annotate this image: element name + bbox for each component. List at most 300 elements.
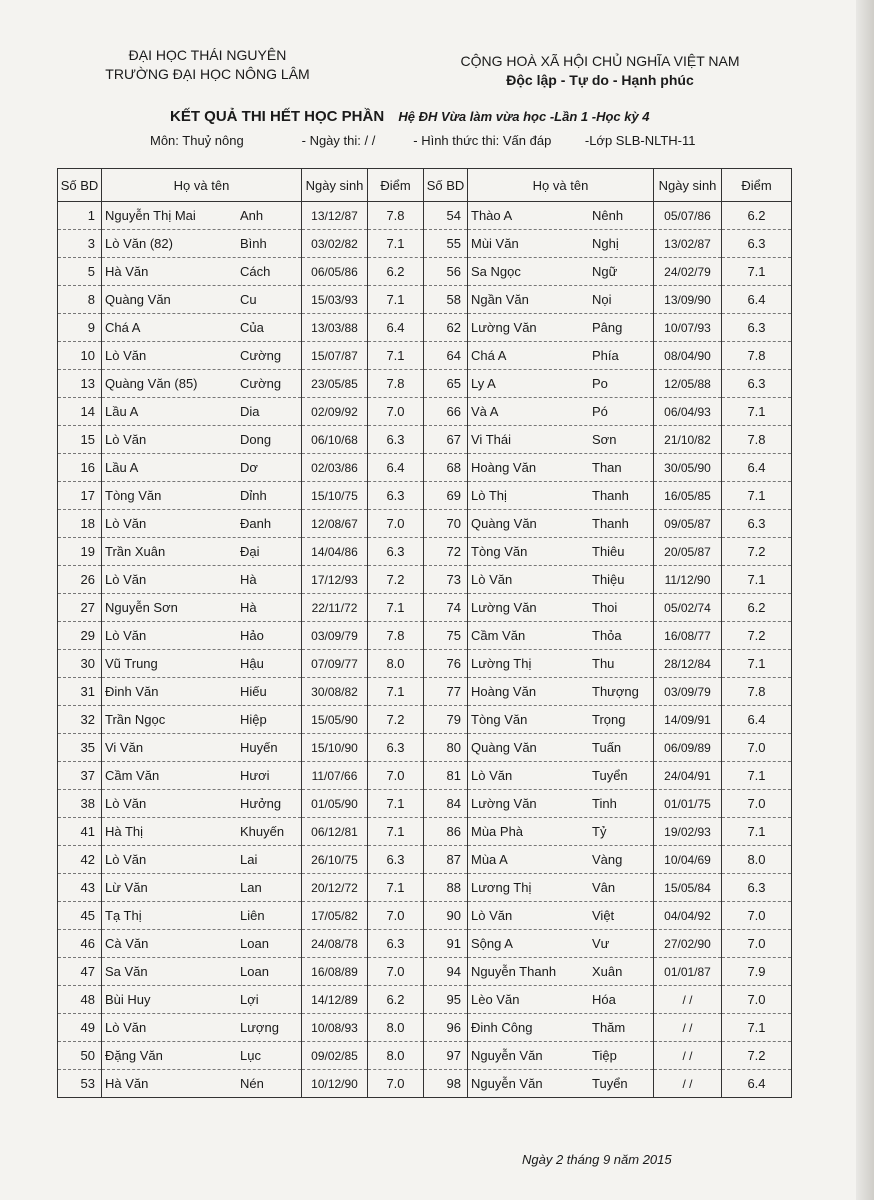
name-cell [468, 538, 654, 566]
family-middle-name: Lèo Văn [471, 992, 520, 1007]
full-name [471, 684, 650, 699]
candidate-number-cell: 88 [424, 874, 468, 902]
full-name [471, 236, 650, 251]
full-name [105, 488, 298, 503]
score-cell: 6.4 [368, 314, 424, 342]
name-cell [468, 790, 654, 818]
given-name: Nọi [592, 292, 612, 307]
full-name [105, 768, 298, 783]
birth-date-cell: 02/03/86 [302, 454, 368, 482]
name-cell [468, 286, 654, 314]
birth-date-cell: 03/02/82 [302, 230, 368, 258]
country-name: CỘNG HOÀ XÃ HỘI CHỦ NGHĨA VIỆT NAM [460, 53, 740, 69]
full-name [471, 768, 650, 783]
name-cell [468, 230, 654, 258]
family-middle-name: Lò Văn [471, 572, 513, 587]
given-name: Thượng [592, 684, 639, 699]
name-cell [102, 370, 302, 398]
given-name: Lợi [240, 992, 259, 1007]
full-name [105, 404, 298, 419]
candidate-number-cell: 91 [424, 930, 468, 958]
name-cell [102, 1042, 302, 1070]
name-cell [468, 1042, 654, 1070]
given-name: Vàng [592, 852, 623, 867]
birth-date-cell: 03/09/79 [654, 678, 722, 706]
full-name [105, 544, 298, 559]
name-cell [102, 650, 302, 678]
candidate-number-cell: 70 [424, 510, 468, 538]
family-middle-name: Hoàng Văn [471, 684, 537, 699]
candidate-number-cell: 87 [424, 846, 468, 874]
family-middle-name: Hoàng Văn [471, 460, 537, 475]
birth-date-cell: 27/02/90 [654, 930, 722, 958]
family-middle-name: Mùa A [471, 852, 508, 867]
score-cell: 7.8 [368, 622, 424, 650]
name-cell [468, 370, 654, 398]
full-name [471, 992, 650, 1007]
full-name [471, 348, 650, 363]
table-row [58, 566, 792, 594]
candidate-number-cell: 56 [424, 258, 468, 286]
candidate-number-cell: 95 [424, 986, 468, 1014]
birth-date-cell: / / [654, 1042, 722, 1070]
name-cell [102, 258, 302, 286]
birth-date-cell: 13/09/90 [654, 286, 722, 314]
name-cell [468, 818, 654, 846]
full-name [105, 992, 298, 1007]
full-name [105, 1020, 298, 1035]
table-row [58, 258, 792, 286]
family-middle-name: Tòng Văn [471, 712, 528, 727]
birth-date-cell: 06/09/89 [654, 734, 722, 762]
given-name: Pó [592, 404, 608, 419]
name-cell [468, 510, 654, 538]
score-cell: 8.0 [368, 1042, 424, 1070]
birth-date-cell: / / [654, 986, 722, 1014]
name-cell [102, 958, 302, 986]
given-name: Loan [240, 964, 269, 979]
full-name [471, 628, 650, 643]
full-name [471, 600, 650, 615]
table-row [58, 594, 792, 622]
full-name [471, 964, 650, 979]
name-cell [102, 678, 302, 706]
family-middle-name: Đinh Công [471, 1020, 533, 1035]
name-cell [102, 1070, 302, 1098]
given-name: Po [592, 376, 608, 391]
name-cell [102, 566, 302, 594]
name-cell [102, 874, 302, 902]
name-cell [468, 314, 654, 342]
family-middle-name: Vi Thái [471, 432, 511, 447]
name-cell [102, 342, 302, 370]
score-cell: 8.0 [722, 846, 792, 874]
full-name [105, 684, 298, 699]
name-cell [102, 762, 302, 790]
full-name [471, 572, 650, 587]
family-middle-name: Quàng Văn [471, 516, 537, 531]
candidate-number-cell: 37 [58, 762, 102, 790]
candidate-number-cell: 68 [424, 454, 468, 482]
family-middle-name: Lường Thị [471, 656, 532, 671]
candidate-number-cell: 16 [58, 454, 102, 482]
full-name [471, 656, 650, 671]
full-name [105, 880, 298, 895]
birth-date-cell: 15/10/90 [302, 734, 368, 762]
full-name [471, 460, 650, 475]
given-name: Vân [592, 880, 616, 895]
birth-date-cell: 15/05/90 [302, 706, 368, 734]
full-name [105, 600, 298, 615]
given-name: Nênh [592, 208, 624, 223]
candidate-number-cell: 86 [424, 818, 468, 846]
birth-date-cell: 24/08/78 [302, 930, 368, 958]
name-cell [102, 622, 302, 650]
table-header-row [58, 169, 792, 202]
given-name: Tuấn [592, 740, 622, 755]
score-cell: 6.3 [368, 426, 424, 454]
birth-date-cell: 13/02/87 [654, 230, 722, 258]
birth-date-cell: 16/05/85 [654, 482, 722, 510]
birth-date-cell: 24/02/79 [654, 258, 722, 286]
score-cell: 6.3 [368, 538, 424, 566]
birth-date-cell: 08/04/90 [654, 342, 722, 370]
given-name: Pâng [592, 320, 623, 335]
given-name: Khuyến [240, 824, 285, 839]
score-cell: 7.2 [722, 538, 792, 566]
birth-date-cell: 10/08/93 [302, 1014, 368, 1042]
family-middle-name: Vi Văn [105, 740, 144, 755]
college-name: TRƯỜNG ĐẠI HỌC NÔNG LÂM [105, 66, 310, 82]
given-name: Tinh [592, 796, 617, 811]
score-cell: 6.3 [722, 314, 792, 342]
score-cell: 7.1 [722, 566, 792, 594]
birth-date-cell: 14/09/91 [654, 706, 722, 734]
table-row [58, 426, 792, 454]
birth-date-cell: 09/02/85 [302, 1042, 368, 1070]
family-middle-name: Và A [471, 404, 499, 419]
full-name [105, 796, 298, 811]
candidate-number-cell: 97 [424, 1042, 468, 1070]
column-header: Số BD [424, 169, 468, 202]
table-row [58, 482, 792, 510]
name-cell [468, 398, 654, 426]
candidate-number-cell: 15 [58, 426, 102, 454]
name-cell [468, 762, 654, 790]
birth-date-cell: 26/10/75 [302, 846, 368, 874]
score-cell: 7.0 [722, 790, 792, 818]
candidate-number-cell: 3 [58, 230, 102, 258]
full-name [471, 1076, 650, 1091]
full-name [105, 432, 298, 447]
exam-date-label: - Ngày thi: / / [301, 133, 376, 148]
table-row [58, 286, 792, 314]
university-name: ĐẠI HỌC THÁI NGUYÊN [128, 47, 287, 63]
candidate-number-cell: 81 [424, 762, 468, 790]
family-middle-name: Lò Văn [471, 768, 513, 783]
table-row [58, 734, 792, 762]
name-cell [468, 650, 654, 678]
birth-date-cell: 30/05/90 [654, 454, 722, 482]
birth-date-cell: 11/07/66 [302, 762, 368, 790]
given-name: Dỉnh [240, 488, 267, 503]
candidate-number-cell: 49 [58, 1014, 102, 1042]
birth-date-cell: / / [654, 1014, 722, 1042]
score-cell: 7.0 [368, 510, 424, 538]
given-name: Phía [592, 348, 619, 363]
exam-info-row [150, 133, 696, 148]
full-name [471, 376, 650, 391]
score-cell: 7.1 [368, 286, 424, 314]
column-header: Số BD [58, 169, 102, 202]
full-name [105, 208, 298, 223]
given-name: Hiếu [240, 684, 267, 699]
birth-date-cell: 14/12/89 [302, 986, 368, 1014]
score-cell: 6.3 [722, 874, 792, 902]
candidate-number-cell: 27 [58, 594, 102, 622]
full-name [471, 208, 650, 223]
birth-date-cell: 10/07/93 [654, 314, 722, 342]
name-cell [468, 986, 654, 1014]
birth-date-cell: 16/08/77 [654, 622, 722, 650]
given-name: Trọng [592, 712, 626, 727]
full-name [105, 264, 298, 279]
table-row [58, 538, 792, 566]
family-middle-name: Nguyễn Sơn [105, 600, 178, 615]
document-subtitle: Hệ ĐH Vừa làm vừa học -Lần 1 -Học kỳ 4 [398, 109, 650, 124]
candidate-number-cell: 48 [58, 986, 102, 1014]
given-name: Anh [240, 208, 264, 223]
candidate-number-cell: 77 [424, 678, 468, 706]
family-middle-name: Trần Xuân [105, 544, 166, 559]
candidate-number-cell: 42 [58, 846, 102, 874]
birth-date-cell: 15/03/93 [302, 286, 368, 314]
score-cell: 7.1 [722, 650, 792, 678]
family-middle-name: Đinh Văn [105, 684, 159, 699]
family-middle-name: Nguyễn Thanh [471, 964, 557, 979]
given-name: Cu [240, 292, 257, 307]
name-cell [102, 538, 302, 566]
birth-date-cell: 01/01/87 [654, 958, 722, 986]
full-name [471, 1048, 650, 1063]
given-name: Thanh [592, 516, 629, 531]
given-name: Dia [240, 404, 260, 419]
given-name: Hươi [240, 768, 270, 783]
full-name [105, 348, 298, 363]
score-cell: 7.9 [722, 958, 792, 986]
name-cell [468, 930, 654, 958]
full-name [471, 404, 650, 419]
given-name: Thanh [592, 488, 629, 503]
family-middle-name: Lường Văn [471, 320, 537, 335]
candidate-number-cell: 75 [424, 622, 468, 650]
score-cell: 6.3 [722, 370, 792, 398]
given-name: Liên [240, 908, 265, 923]
table-row [58, 230, 792, 258]
birth-date-cell: 13/03/88 [302, 314, 368, 342]
given-name: Lan [240, 880, 262, 895]
birth-date-cell: 28/12/84 [654, 650, 722, 678]
birth-date-cell: 12/05/88 [654, 370, 722, 398]
candidate-number-cell: 98 [424, 1070, 468, 1098]
name-cell [102, 594, 302, 622]
given-name: Cường [240, 376, 282, 391]
full-name [105, 628, 298, 643]
name-cell [468, 1070, 654, 1098]
name-cell [468, 846, 654, 874]
full-name [471, 936, 650, 951]
full-name [471, 740, 650, 755]
birth-date-cell: 11/12/90 [654, 566, 722, 594]
table-row [58, 790, 792, 818]
name-cell [102, 202, 302, 230]
name-cell [102, 314, 302, 342]
given-name: Thoi [592, 600, 618, 615]
family-middle-name: Lò Văn [471, 908, 513, 923]
family-middle-name: Chá A [105, 320, 141, 335]
table-row [58, 706, 792, 734]
name-cell [468, 734, 654, 762]
family-middle-name: Mùi Văn [471, 236, 519, 251]
score-cell: 6.4 [722, 454, 792, 482]
candidate-number-cell: 74 [424, 594, 468, 622]
score-cell: 6.2 [368, 258, 424, 286]
name-cell [102, 986, 302, 1014]
candidate-number-cell: 29 [58, 622, 102, 650]
name-cell [102, 1014, 302, 1042]
family-middle-name: Hà Văn [105, 264, 149, 279]
name-cell [468, 454, 654, 482]
table-row [58, 678, 792, 706]
family-middle-name: Sa Văn [105, 964, 148, 979]
given-name: Cách [240, 264, 271, 279]
given-name: Thu [592, 656, 615, 671]
family-middle-name: Lầu A [105, 404, 139, 419]
birth-date-cell: 17/12/93 [302, 566, 368, 594]
name-cell [102, 426, 302, 454]
name-cell [468, 678, 654, 706]
given-name: Lai [240, 852, 258, 867]
score-cell: 7.1 [368, 230, 424, 258]
candidate-number-cell: 41 [58, 818, 102, 846]
column-header: Điểm [722, 169, 792, 202]
score-cell: 7.1 [368, 874, 424, 902]
score-cell: 6.4 [722, 1070, 792, 1098]
score-cell: 8.0 [368, 650, 424, 678]
name-cell [102, 454, 302, 482]
national-motto: Độc lập - Tự do - Hạnh phúc [506, 72, 694, 88]
signing-date: Ngày 2 tháng 9 năm 2015 [522, 1152, 672, 1167]
name-cell [468, 566, 654, 594]
column-header: Họ và tên [102, 169, 302, 202]
table-body [58, 202, 792, 1098]
family-middle-name: Vũ Trung [105, 656, 158, 671]
family-middle-name: Lương Thị [471, 880, 532, 895]
table-row [58, 818, 792, 846]
birth-date-cell: 24/04/91 [654, 762, 722, 790]
given-name: Than [592, 460, 622, 475]
candidate-number-cell: 54 [424, 202, 468, 230]
class-label: -Lớp SLB-NLTH-11 [584, 133, 696, 148]
candidate-number-cell: 73 [424, 566, 468, 594]
table-row [58, 846, 792, 874]
name-cell [468, 258, 654, 286]
score-cell: 6.2 [368, 986, 424, 1014]
full-name [471, 264, 650, 279]
family-middle-name: Lò Văn [105, 1020, 147, 1035]
column-header: Ngày sinh [302, 169, 368, 202]
candidate-number-cell: 67 [424, 426, 468, 454]
candidate-number-cell: 35 [58, 734, 102, 762]
name-cell [468, 874, 654, 902]
candidate-number-cell: 65 [424, 370, 468, 398]
family-middle-name: Quàng Văn [105, 292, 171, 307]
full-name [105, 572, 298, 587]
table-row [58, 314, 792, 342]
score-cell: 6.3 [722, 230, 792, 258]
candidate-number-cell: 19 [58, 538, 102, 566]
name-cell [468, 958, 654, 986]
candidate-number-cell: 66 [424, 398, 468, 426]
score-cell: 7.0 [722, 734, 792, 762]
full-name [105, 964, 298, 979]
table-row [58, 1070, 792, 1098]
given-name: Hiệp [240, 712, 267, 727]
family-middle-name: Tòng Văn [105, 488, 162, 503]
given-name: Loan [240, 936, 269, 951]
given-name: Thỏa [592, 628, 622, 643]
column-header: Họ và tên [468, 169, 654, 202]
score-cell: 7.1 [368, 818, 424, 846]
score-cell: 7.2 [722, 622, 792, 650]
full-name [471, 516, 650, 531]
score-cell: 7.0 [368, 762, 424, 790]
name-cell [468, 482, 654, 510]
score-cell: 7.0 [368, 1070, 424, 1098]
full-name [471, 432, 650, 447]
given-name: Hà [240, 572, 257, 587]
given-name: Xuân [592, 964, 623, 979]
full-name [105, 460, 298, 475]
candidate-number-cell: 45 [58, 902, 102, 930]
candidate-number-cell: 47 [58, 958, 102, 986]
document-title: KẾT QUẢ THI HẾT HỌC PHẦN [170, 108, 385, 125]
candidate-number-cell: 80 [424, 734, 468, 762]
score-cell: 7.0 [722, 986, 792, 1014]
given-name: Hậu [240, 656, 264, 671]
family-middle-name: Nguyễn Thị Mai [105, 208, 196, 223]
score-cell: 6.4 [722, 286, 792, 314]
score-cell: 6.3 [368, 846, 424, 874]
family-middle-name: Cà Văn [105, 936, 149, 951]
candidate-number-cell: 62 [424, 314, 468, 342]
given-name: Của [240, 320, 264, 335]
family-middle-name: Lò Văn [105, 852, 147, 867]
name-cell [102, 902, 302, 930]
table-row [58, 958, 792, 986]
score-cell: 6.3 [368, 734, 424, 762]
candidate-number-cell: 38 [58, 790, 102, 818]
table-row [58, 650, 792, 678]
score-cell: 7.0 [368, 958, 424, 986]
name-cell [468, 1014, 654, 1042]
candidate-number-cell: 96 [424, 1014, 468, 1042]
birth-date-cell: 22/11/72 [302, 594, 368, 622]
full-name [471, 1020, 650, 1035]
given-name: Vư [592, 936, 610, 951]
table-row [58, 930, 792, 958]
candidate-number-cell: 26 [58, 566, 102, 594]
